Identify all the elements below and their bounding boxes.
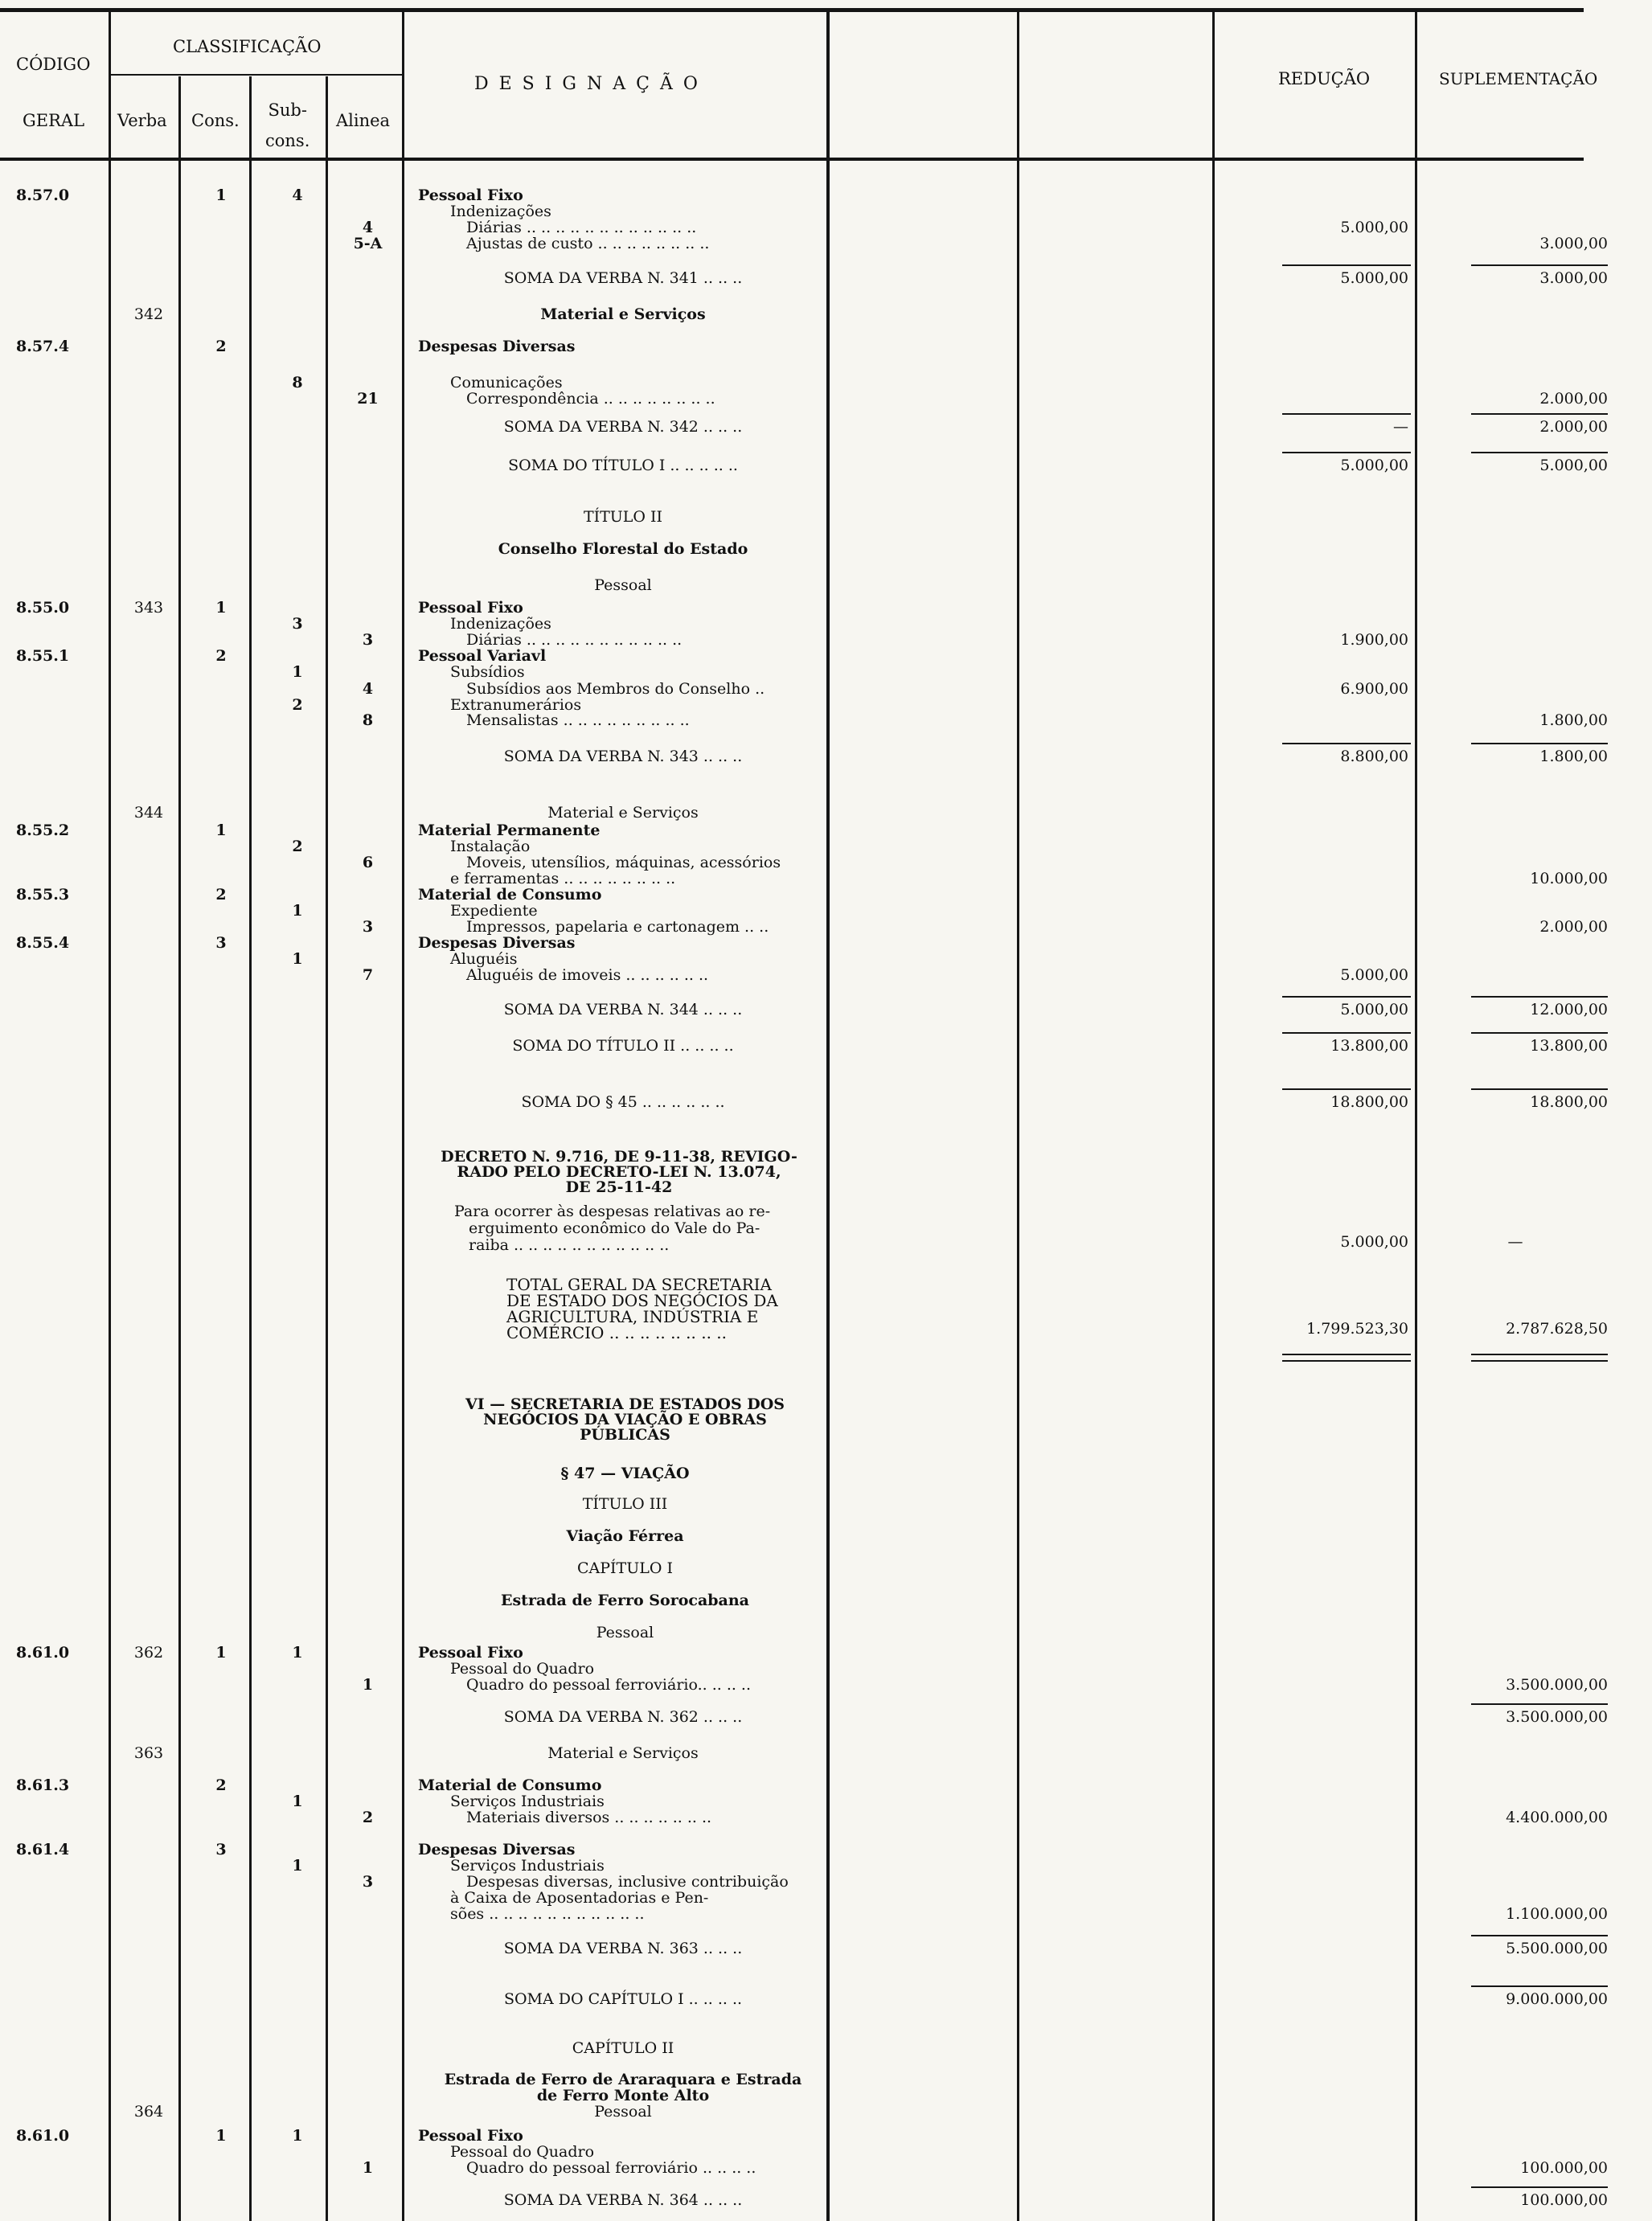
row-designacao: Aluguéis bbox=[450, 950, 518, 968]
row2-designacao: Despesas Diversas bbox=[418, 1841, 576, 1858]
row-sum-rule bbox=[1282, 1032, 1411, 1034]
row-designacao: Pessoal bbox=[594, 576, 652, 594]
pessoal-heading: Pessoal bbox=[596, 1624, 654, 1641]
row-designacao: Indenizações bbox=[450, 203, 551, 220]
row-designacao: Correspondência .. .. .. .. .. .. .. .. bbox=[466, 390, 715, 408]
row-designacao: e ferramentas .. .. .. .. .. .. .. .. bbox=[450, 870, 676, 887]
row-alinea: 8 bbox=[362, 711, 374, 729]
row-sum-rule bbox=[1471, 1032, 1608, 1034]
row-designacao: Instalação bbox=[450, 838, 531, 855]
row-suplementacao: 1.800,00 bbox=[1539, 748, 1608, 765]
row-alinea: 21 bbox=[357, 390, 379, 408]
row-suplementacao: 10.000,00 bbox=[1530, 870, 1608, 887]
header-cons: Cons. bbox=[191, 111, 240, 130]
total-rule-s1 bbox=[1471, 1354, 1608, 1355]
row2-verba: 362 bbox=[133, 1644, 164, 1662]
row2-designacao: Serviços Industriais bbox=[450, 1857, 605, 1875]
row-designacao: Pessoal Variavl bbox=[418, 647, 547, 665]
row2-designacao: SOMA DO CAPÍTULO I .. .. .. .. bbox=[503, 1990, 743, 2008]
row2-codigo: 8.61.0 bbox=[16, 1644, 70, 1662]
decreto-text bbox=[454, 1203, 770, 1254]
row2-codigo: 8.61.4 bbox=[16, 1841, 70, 1858]
row2-designacao: sões .. .. .. .. .. .. .. .. .. .. .. bbox=[450, 1905, 645, 1923]
row-cons: 1 bbox=[215, 822, 227, 839]
row2-alinea: 1 bbox=[362, 2159, 374, 2177]
col-rule-4 bbox=[326, 76, 328, 2221]
row2-suplementacao: 100.000,00 bbox=[1520, 2191, 1608, 2209]
row-reducao: 13.800,00 bbox=[1330, 1037, 1408, 1055]
row-designacao: Diárias .. .. .. .. .. .. .. .. .. .. .. .. bbox=[466, 219, 697, 236]
row-sum-rule bbox=[1471, 413, 1608, 415]
row-cons: 2 bbox=[215, 886, 227, 904]
row-designacao: Material e Serviços bbox=[540, 305, 706, 323]
row-cons: 1 bbox=[215, 599, 227, 617]
row-sub: 2 bbox=[292, 696, 303, 714]
row-alinea: 6 bbox=[362, 854, 374, 871]
decreto-text-line: raiba .. .. .. .. .. .. .. .. .. .. .. bbox=[469, 1236, 670, 1254]
row-designacao: Subsídios bbox=[450, 663, 525, 681]
row-designacao: Pessoal Fixo bbox=[418, 186, 523, 204]
row-codigo: 8.55.0 bbox=[16, 599, 70, 617]
row-sub: 1 bbox=[292, 950, 303, 968]
row-sub: 4 bbox=[292, 186, 303, 204]
row-suplementacao: 3.000,00 bbox=[1539, 269, 1608, 287]
row-verba: 342 bbox=[133, 305, 164, 323]
row2-cons: 2 bbox=[215, 1776, 227, 1794]
viacao-ferrea: Viação Férrea bbox=[566, 1527, 684, 1545]
row-suplementacao: 2.000,00 bbox=[1539, 418, 1608, 436]
header-codigo: CÓDIGO bbox=[16, 55, 91, 74]
row2-designacao: Pessoal Fixo bbox=[418, 1644, 523, 1662]
row2-designacao: Materiais diversos .. .. .. .. .. .. .. bbox=[466, 1809, 712, 1826]
row-reducao: 5.000,00 bbox=[1340, 457, 1408, 474]
row-codigo: 8.55.1 bbox=[16, 647, 70, 665]
row-sub: 3 bbox=[292, 615, 303, 633]
row-designacao: SOMA DA VERBA N. 344 .. .. .. bbox=[503, 1001, 743, 1018]
row-cons: 3 bbox=[215, 934, 227, 952]
row2-designacao: Pessoal bbox=[594, 2103, 652, 2121]
row-sum-rule bbox=[1282, 264, 1411, 266]
row2-codigo: 8.61.3 bbox=[16, 1776, 70, 1794]
row-sum-rule bbox=[1282, 452, 1411, 453]
row-verba: 343 bbox=[133, 599, 164, 617]
row-cons: 1 bbox=[215, 186, 227, 204]
row-reducao: 18.800,00 bbox=[1330, 1093, 1408, 1111]
row-reducao: 8.800,00 bbox=[1340, 748, 1408, 765]
row-designacao: Material e Serviços bbox=[547, 804, 699, 822]
row2-designacao: CAPÍTULO II bbox=[572, 2039, 674, 2057]
header-verba: Verba bbox=[117, 111, 167, 130]
row2-verba: 363 bbox=[133, 1744, 164, 1762]
row-reducao: — bbox=[1393, 418, 1408, 436]
row-sum-rule bbox=[1282, 1088, 1411, 1090]
row-suplementacao: 13.800,00 bbox=[1530, 1037, 1608, 1055]
row-verba: 344 bbox=[133, 804, 164, 822]
secao-vi-line: NEGÓCIOS DA VIAÇÃO E OBRAS bbox=[483, 1411, 767, 1428]
row2-codigo: 8.61.0 bbox=[16, 2127, 70, 2145]
row-codigo: 8.55.2 bbox=[16, 822, 70, 839]
row-suplementacao: 2.000,00 bbox=[1539, 918, 1608, 936]
row2-cons: 3 bbox=[215, 1841, 227, 1858]
row2-cons: 1 bbox=[215, 1644, 227, 1662]
row-suplementacao: 3.000,00 bbox=[1539, 235, 1608, 252]
row2-suplementacao: 100.000,00 bbox=[1520, 2159, 1608, 2177]
header-bottom-rule bbox=[0, 158, 1584, 161]
row-sum-rule bbox=[1282, 996, 1411, 998]
total-geral-line: AGRICULTURA, INDÚSTRIA E bbox=[506, 1307, 759, 1326]
row2-designacao: à Caixa de Aposentadorias e Pen- bbox=[450, 1889, 709, 1907]
row-designacao: TÍTULO II bbox=[583, 508, 663, 526]
row-cons: 2 bbox=[215, 338, 227, 355]
row2-designacao: Serviços Industriais bbox=[450, 1793, 605, 1810]
decreto-suplem: — bbox=[1507, 1233, 1523, 1251]
row-sum-rule bbox=[1471, 996, 1608, 998]
row-sum-rule bbox=[1471, 452, 1608, 453]
row-sub: 1 bbox=[292, 663, 303, 681]
row-designacao: Mensalistas .. .. .. .. .. .. .. .. .. bbox=[466, 711, 690, 729]
row2-designacao: Quadro do pessoal ferroviário .. .. .. .. bbox=[466, 2159, 756, 2177]
row-designacao: SOMA DA VERBA N. 343 .. .. .. bbox=[503, 748, 743, 765]
row-reducao: 5.000,00 bbox=[1340, 966, 1408, 984]
total-geral-line: TOTAL GERAL DA SECRETARIA bbox=[506, 1275, 772, 1294]
row-reducao: 5.000,00 bbox=[1340, 1001, 1408, 1018]
row2-designacao: de Ferro Monte Alto bbox=[536, 2087, 710, 2104]
decreto-text-line: erguimento econômico do Vale do Pa- bbox=[469, 1219, 760, 1237]
titulo-iii: TÍTULO III bbox=[582, 1495, 668, 1513]
total-rule-r1 bbox=[1282, 1354, 1411, 1355]
row-designacao: Subsídios aos Membros do Conselho .. bbox=[466, 680, 765, 698]
row-designacao: Indenizações bbox=[450, 615, 551, 633]
row-sub: 2 bbox=[292, 838, 303, 855]
row2-designacao: SOMA DA VERBA N. 362 .. .. .. bbox=[503, 1708, 743, 1726]
row-sub: 8 bbox=[292, 374, 303, 391]
col-rule-2 bbox=[178, 76, 181, 2221]
header-sub-cons: Sub- cons. bbox=[265, 100, 310, 150]
paragrafo-47: § 47 — VIAÇÃO bbox=[560, 1465, 690, 1482]
header-alinea: Alinea bbox=[336, 111, 391, 130]
row-designacao: SOMA DO TÍTULO I .. .. .. .. .. bbox=[508, 457, 738, 474]
header-suplementacao: SUPLEMENTAÇÃO bbox=[1439, 69, 1598, 88]
row2-designacao: SOMA DA VERBA N. 363 .. .. .. bbox=[503, 1940, 743, 1957]
row-designacao: Moveis, utensílios, máquinas, acessórios bbox=[466, 854, 781, 871]
row-alinea: 5-A bbox=[353, 235, 383, 252]
row-designacao: Impressos, papelaria e cartonagem .. .. bbox=[466, 918, 769, 936]
row-codigo: 8.57.4 bbox=[16, 338, 70, 355]
col-rule-9 bbox=[1415, 12, 1417, 2221]
row-sum-rule bbox=[1471, 743, 1608, 744]
secao-vi-title bbox=[418, 1397, 832, 1443]
secao-vi-line: PÚBLICAS bbox=[580, 1426, 670, 1444]
total-geral-label bbox=[506, 1276, 778, 1341]
row-alinea: 4 bbox=[362, 680, 374, 698]
decreto-text-line: Para ocorrer às despesas relativas ao re- bbox=[454, 1203, 771, 1220]
total-geral-line: DE ESTADO DOS NEGÓCIOS DA bbox=[506, 1291, 778, 1310]
row2-suplementacao: 5.500.000,00 bbox=[1506, 1940, 1608, 1957]
row-suplementacao: 18.800,00 bbox=[1530, 1093, 1608, 1111]
col-rule-7 bbox=[1017, 12, 1019, 2221]
row2-sub: 1 bbox=[292, 1644, 303, 1662]
row2-alinea: 2 bbox=[362, 1809, 374, 1826]
decreto-reducao: 5.000,00 bbox=[1340, 1233, 1408, 1251]
header-geral: GERAL bbox=[23, 111, 85, 130]
classif-rule bbox=[109, 74, 404, 76]
row-sub: 1 bbox=[292, 902, 303, 920]
header-reducao: REDUÇÃO bbox=[1278, 69, 1371, 88]
row-codigo: 8.55.3 bbox=[16, 886, 70, 904]
header-designacao: D E S I G N A Ç Ã O bbox=[474, 74, 700, 94]
col-rule-5 bbox=[402, 12, 404, 2221]
row-sum-rule bbox=[1471, 264, 1608, 266]
row2-designacao: SOMA DA VERBA N. 364 .. .. .. bbox=[503, 2191, 743, 2209]
row-designacao: Despesas Diversas bbox=[418, 338, 576, 355]
total-geral-suplem: 2.787.628,50 bbox=[1506, 1320, 1608, 1338]
row-alinea: 3 bbox=[362, 631, 374, 649]
row2-suplementacao: 3.500.000,00 bbox=[1506, 1708, 1608, 1726]
row-alinea: 4 bbox=[362, 219, 374, 236]
row2-designacao: Despesas diversas, inclusive contribuição bbox=[466, 1873, 789, 1891]
decreto-title bbox=[418, 1149, 820, 1195]
capitulo-i: CAPÍTULO I bbox=[577, 1559, 673, 1577]
row2-designacao: Pessoal Fixo bbox=[418, 2127, 523, 2145]
row-designacao: SOMA DA VERBA N. 342 .. .. .. bbox=[503, 418, 743, 436]
col-rule-8 bbox=[1212, 12, 1215, 2221]
row-cons: 2 bbox=[215, 647, 227, 665]
row-designacao: Pessoal Fixo bbox=[418, 599, 523, 617]
row2-sum-rule bbox=[1471, 1935, 1608, 1936]
total-geral-line: COMÉRCIO .. .. .. .. .. .. .. .. bbox=[506, 1323, 728, 1342]
row-designacao: Ajustas de custo .. .. .. .. .. .. .. .. bbox=[466, 235, 710, 252]
total-rule-s2 bbox=[1471, 1360, 1608, 1362]
row2-designacao: Pessoal do Quadro bbox=[450, 1660, 595, 1678]
row-designacao: SOMA DO TÍTULO II .. .. .. .. bbox=[512, 1037, 734, 1055]
row-sum-rule bbox=[1471, 1088, 1608, 1090]
decreto-title-line: DECRETO N. 9.716, DE 9-11-38, REVIGO- bbox=[441, 1148, 797, 1166]
row-suplementacao: 1.800,00 bbox=[1539, 711, 1608, 729]
row-designacao: Diárias .. .. .. .. .. .. .. .. .. .. .. bbox=[466, 631, 683, 649]
row-designacao: Material de Consumo bbox=[418, 886, 602, 904]
row2-suplementacao: 1.100.000,00 bbox=[1506, 1905, 1608, 1923]
row-reducao: 5.000,00 bbox=[1340, 269, 1408, 287]
header-classificacao: CLASSIFICAÇÃO bbox=[173, 37, 322, 56]
row-reducao: 6.900,00 bbox=[1340, 680, 1408, 698]
col-rule-6 bbox=[826, 12, 830, 2221]
row-designacao: Material Permanente bbox=[418, 822, 601, 839]
row-designacao: Despesas Diversas bbox=[418, 934, 576, 952]
row-designacao: Aluguéis de imoveis .. .. .. .. .. .. bbox=[466, 966, 709, 984]
row-reducao: 5.000,00 bbox=[1340, 219, 1408, 236]
row-alinea: 7 bbox=[362, 966, 374, 984]
row2-alinea: 1 bbox=[362, 1676, 374, 1694]
row2-alinea: 3 bbox=[362, 1873, 374, 1891]
row-designacao: Comunicações bbox=[450, 374, 563, 391]
estrada-sorocabana: Estrada de Ferro Sorocabana bbox=[500, 1592, 749, 1609]
col-rule-3 bbox=[249, 76, 252, 2221]
row-codigo: 8.55.4 bbox=[16, 934, 70, 952]
row-sum-rule bbox=[1282, 413, 1411, 415]
row2-suplementacao: 3.500.000,00 bbox=[1506, 1676, 1608, 1694]
row-reducao: 1.900,00 bbox=[1340, 631, 1408, 649]
row2-cons: 1 bbox=[215, 2127, 227, 2145]
decreto-title-line: RADO PELO DECRETO-LEI N. 13.074, bbox=[457, 1163, 781, 1181]
row2-sub: 1 bbox=[292, 1793, 303, 1810]
row2-designacao: Quadro do pessoal ferroviário.. .. .. .. bbox=[466, 1676, 752, 1694]
top-rule bbox=[0, 8, 1584, 12]
row-codigo: 8.57.0 bbox=[16, 186, 70, 204]
decreto-title-line: DE 25-11-42 bbox=[565, 1178, 673, 1196]
row-designacao: SOMA DA VERBA N. 341 .. .. .. bbox=[503, 269, 743, 287]
row-suplementacao: 12.000,00 bbox=[1530, 1001, 1608, 1018]
secao-vi-line: VI — SECRETARIA DE ESTADOS DOS bbox=[465, 1395, 785, 1413]
row2-suplementacao: 9.000.000,00 bbox=[1506, 1990, 1608, 2008]
row2-designacao: Material e Serviços bbox=[547, 1744, 699, 1762]
row2-sum-rule bbox=[1471, 1985, 1608, 1987]
row2-sub: 1 bbox=[292, 2127, 303, 2145]
total-rule-r2 bbox=[1282, 1360, 1411, 1362]
row2-sub: 1 bbox=[292, 1857, 303, 1875]
row2-sum-rule bbox=[1471, 2186, 1608, 2188]
row-suplementacao: 5.000,00 bbox=[1539, 457, 1608, 474]
row2-designacao: Estrada de Ferro de Araraquara e Estrada bbox=[444, 2071, 802, 2088]
row-designacao: Expediente bbox=[450, 902, 538, 920]
row-designacao: SOMA DO § 45 .. .. .. .. .. .. bbox=[521, 1093, 725, 1111]
row-designacao: Conselho Florestal do Estado bbox=[498, 540, 748, 558]
total-geral-reducao: 1.799.523,30 bbox=[1306, 1320, 1408, 1338]
row2-designacao: Pessoal do Quadro bbox=[450, 2143, 595, 2161]
col-rule-1 bbox=[109, 12, 111, 2221]
row-alinea: 3 bbox=[362, 918, 374, 936]
row2-verba: 364 bbox=[133, 2103, 164, 2121]
row-designacao: Extranumerários bbox=[450, 696, 582, 714]
row2-designacao: Material de Consumo bbox=[418, 1776, 602, 1794]
row2-suplementacao: 4.400.000,00 bbox=[1506, 1809, 1608, 1826]
row-sum-rule bbox=[1282, 743, 1411, 744]
row2-sum-rule bbox=[1471, 1703, 1608, 1705]
row-suplementacao: 2.000,00 bbox=[1539, 390, 1608, 408]
